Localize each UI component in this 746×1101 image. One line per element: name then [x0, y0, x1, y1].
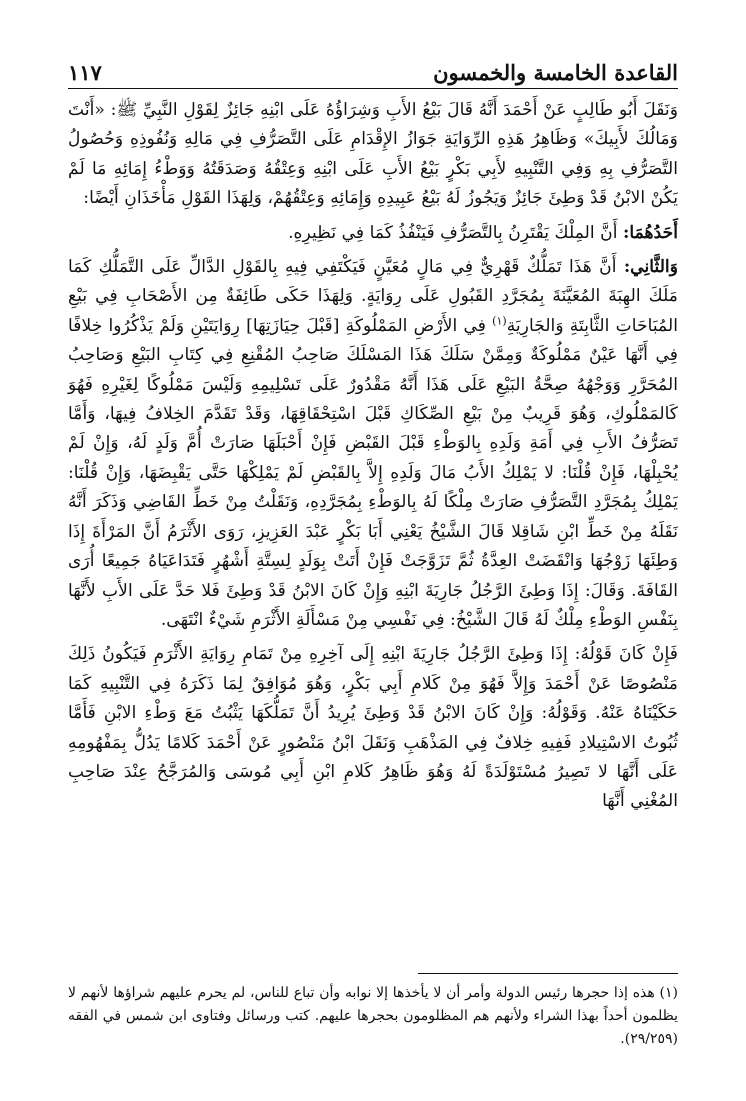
page-header — [68, 58, 678, 89]
running-title: القاعدة الخامسة والخمسون — [433, 60, 678, 85]
paragraph-4: فَإِنْ كَانَ قَوْلُهُ: إِذَا وَطِئَ الرَّجُلُ جَارِيَةَ ابْنِهِ إِلَى آخِرِهِ مِنْ تَمَامِ رِوَايَةِ الأَثْرَمِ فَيَكُونُ ذَلِكَ مَنْصُوصًا عَنْ أَحْمَدَ وَإِلاَّ فَهُوَ مِنْ كَلامِ أَبِي بَكْرٍ، وَهُوَ مُوَافِقٌ لِمَا ذَكَرَهُ فِي التَّنْبِيهِ كَمَا حَكَيْنَاهُ عَنْهُ. وَقَوْلُهُ: وَإِنْ كَانَ الابْنُ قَدْ وَطِئَ يُرِيدُ أَنَّ تَمَلُّكَهَا يَثْبُتُ مَعَ وَطْءِ الابْنِ فَأَمَّا ثُبُوتُ الاسْتِيلادِ فَفِيهِ خِلافٌ فِي المَذْهَبِ وَنَقَلَ ابْنُ مَنْصُورٍ عَنْ أَحْمَدَ كَلامًا يَدُلُّ بِمَفْهُومِهِ عَلَى أَنَّهَا لا تَصِيرُ مُسْتَوْلَدَةً لَهُ وَهُوَ ظَاهِرُ كَلامِ ابْنِ أَبِي مُوسَى وَالمُرَجَّحُ عِنْدَ صَاحِبِ المُغْنِي أَنَّهَا — [68, 644, 678, 812]
paragraph-3-text-b: فِي الأَرْضِ المَمْلُوكَةِ [قَبْلَ حِيَازَتِهَا] رِوَايَتَيْنِ وَلَمْ يَذْكُرُوا خِلافًا فِي أَنَّهَا عَيْنٌ مَمْلُوكَةٌ وَمِمَّنْ سَلَكَ هَذَا المَسْلَكَ صَاحِبُ المُقْنِعِ فِي كِتَابِ البَيْعِ وَصَاحِبُ المُحَرَّرِ وَوَجْهُهُ صِحَّةُ البَيْعِ عَلَى هَذَا أَنَّهُ مَقْدُورٌ عَلَى تَسْلِيمِهِ وَلَيْسَ مَمْلُوكًا لِغَيْرِهِ فَهُوَ كَالمَمْلُوكِ، وَهُوَ قَرِيبٌ مِنْ بَيْعِ الصِّكَاكِ قَبْلَ اسْتِحْقَاقِهَا، وَقَدْ تَقَدَّمَ الخِلافُ فِيهَا، وَأَمَّا تَصَرُّفُ الأَبِ فِي أَمَةِ وَلَدِهِ بِالوَطْءِ قَبْلَ القَبْضِ فَإِنْ أَحْبَلَهَا صَارَتْ أُمَّ وَلَدٍ لَهُ، وَإِنْ لَمْ يُحْبِلْهَا، فَإِنْ قُلْنَا: لا يَمْلِكُ الأَبُ مَالَ وَلَدِهِ إِلاَّ بِالقَبْضِ لَمْ يَمْلِكْهَا حَتَّى يَقْبِضَهَا، وَإِنْ قُلْنَا: يَمْلِكُ بِمُجَرَّدِ التَّصَرُّفِ صَارَتْ مِلْكًا لَهُ بِالوَطْءِ بِمُجَرَّدِهِ، وَنَقَلْتُ مِنْ خَطِّ القَاضِي وَذَكَرَ أَنَّهُ نَقَلَهُ مِنْ خَطِّ ابْنِ شَاقِلا قَالَ الشَّيْخُ يَعْنِي أَبَا بَكْرٍ عَبْدَ العَزِيزِ، رَوَى الأَثْرَمُ أَنَّ المَرْأَةَ إِذَا وَطِئَهَا زَوْجُهَا وَانْقَضَتْ العِدَّةُ ثُمَّ تَزَوَّجَتْ فَإِنْ أَتَتْ بِوَلَدٍ لِسِتَّةِ أَشْهُرٍ فَتَدَاعَيَاهُ جَمِيعًا أُرَى القَافَةَ. وَقَالَ: إِذَا وَطِئَ الرَّجُلُ جَارِيَةَ ابْنِهِ وَإِنْ كَانَ الابْنُ قَدْ وَطِئَ فَلا حَدَّ عَلَى الأَبِ لأَنَّهَا بِنَفْسِ الوَطْءِ مِلْكٌ لَهُ قَالَ الشَّيْخُ: فِي نَفْسِي مِنْ مَسْأَلَةِ الأَثْرَمِ شَيْءٌ انْتَهَى. — [68, 315, 678, 630]
footnote: (١) هذه إذا حجرها رئيس الدولة وأمر أن لا يأخذها إلا نوابه وأن تباع للناس، لم يحرم عليهم شراؤها لأنهم لا يظلمون أحداً بهذا الشراء ولأنهم هم المظلومون بحجرها عليهم. كتب ورسائل وفتاوى ابن شمس في الفقه (٢٩/٢٥٩). — [68, 985, 678, 1047]
page-number: ١١٧ — [68, 60, 102, 85]
main-text — [68, 96, 678, 822]
paragraph-2-text: أَنَّ المِلْكَ يَقْتَرِنُ بِالتَّصَرُّفِ فَيَنْفُذُ كَمَا فِي نَظِيرِهِ. — [288, 222, 618, 243]
footnote-divider — [418, 973, 678, 974]
paragraph-3-text-a: أَنَّ هَذَا تَمَلُّكٌ قَهْرِيٌّ فِي مَالٍ مُعَيَّنٍ فَيَكْتَفِي فِيهِ بِالقَوْلِ الدَّالِّ عَلَى التَّمَلُّكِ كَمَا مَلَكَ الهِبَةَ المُعَيَّنَةَ بِمُجَرَّدِ القَبُولِ عَلَى رِوَايَةٍ. وَلِهَذَا حَكَى طَائِفَةٌ مِن الأَصْحَابِ فِي بَيْعِ المُبَاحَاتِ الثَّابِتَةِ وَالجَارِيَةِ — [68, 257, 678, 336]
paragraph-1: وَنَقَلَ أَبُو طَالِبٍ عَنْ أَحْمَدَ أَنَّهُ قَالَ بَيْعُ الأَبِ وَشِرَاؤُهُ عَلَى ابْنِهِ جَائِزٌ لِقَوْلِ النَّبِيِّ ﷺ: «أَنْتَ وَمَالُكَ لأَبِيكَ» وَظَاهِرُ هَذِهِ الرِّوَايَةِ جَوَازُ الإِقْدَامِ عَلَى التَّصَرُّفِ فِي مَالِهِ وَنُفُوذِهِ وَحُصُولُ التَّصَرُّفِ بِهِ وَفِي التَّنْبِيهِ لأَبِي بَكْرٍ بَيْعُ الأَبِ عَلَى ابْنِهِ وَعِتْقُهُ وَصَدَقَتُهُ وَوَطْءُ إِمَائِهِ مَا لَمْ يَكُنْ الابْنُ قَدْ وَطِئَ جَائِزٌ وَيَجُوزُ لَهُ بَيْعُ عَبِيدِهِ وَإِمَائِهِ وَعِتْقُهُمْ، وَلِهَذَا القَوْلِ مَأْخَذَانِ أَيْضًا: — [68, 100, 678, 209]
paragraph-2-lead: أَحَدُهُمَا: — [622, 222, 678, 243]
paragraph-3 — [68, 253, 678, 635]
paragraph-3-lead: وَالثَّانِي: — [623, 257, 679, 278]
footnote-marker[interactable]: (١) — [492, 314, 507, 328]
paragraph-2 — [68, 219, 678, 248]
